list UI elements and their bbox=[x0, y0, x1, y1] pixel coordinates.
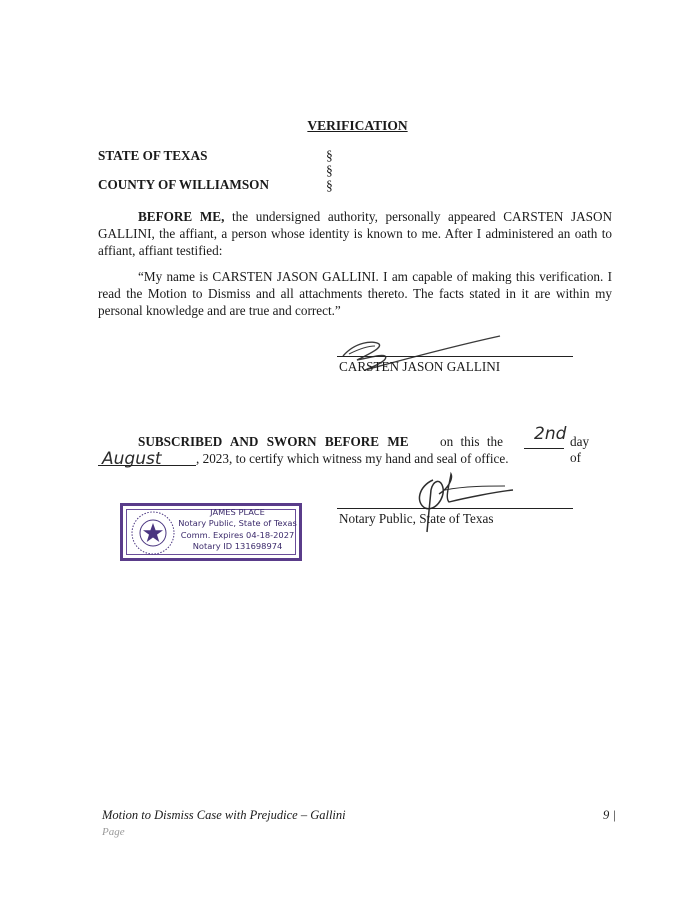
jurat-day-line bbox=[524, 448, 564, 449]
jurat-day-of: day of bbox=[570, 434, 590, 465]
jurat-lead: SUBSCRIBED AND SWORN BEFORE ME bbox=[138, 434, 409, 449]
notary-stamp bbox=[120, 503, 302, 561]
section-mark-3: § bbox=[326, 178, 333, 193]
venue-county: COUNTY OF WILLIAMSON bbox=[98, 177, 269, 192]
affiant-paragraph-lead: BEFORE ME, bbox=[138, 209, 225, 224]
notary-signature-line bbox=[337, 508, 573, 509]
notary-stamp-text bbox=[178, 507, 297, 552]
affiant-signature-line bbox=[337, 356, 573, 357]
notary-stamp-line3: Comm. Expires 04-18-2027 bbox=[180, 529, 295, 540]
jurat-on-this-the: on this the bbox=[440, 434, 503, 449]
affiant-paragraph bbox=[98, 208, 612, 259]
notary-stamp-name: JAMES PLACE bbox=[210, 507, 265, 517]
affiant-signature-label: CARSTEN JASON GALLINI bbox=[339, 359, 501, 374]
footer-page-label: Page bbox=[102, 826, 125, 838]
venue-state: STATE OF TEXAS bbox=[98, 148, 208, 163]
jurat-day-handwritten: 2nd bbox=[534, 424, 567, 444]
notary-signature-label: Notary Public, State of Texas bbox=[339, 511, 494, 526]
notary-signature-scribble bbox=[405, 468, 520, 538]
jurat-line-2 bbox=[98, 451, 613, 473]
notary-seal-icon bbox=[129, 510, 177, 556]
testimony-paragraph: “My name is CARSTEN JASON GALLINI. I am capable of making this verification. I read the Motion to Dismiss and all attachments thereto. The facts stated in it are within my personal knowledge and are true and correct.” bbox=[98, 269, 612, 318]
affiant-paragraph-text: the undersigned authority, personally appeared CARSTEN JASON GALLINI, the affiant, a person whose identity is known to me. After I administered an oath to affiant, affiant testified: bbox=[98, 209, 612, 258]
jurat-month-handwritten: August bbox=[102, 449, 162, 469]
section-mark-1: § bbox=[326, 148, 333, 163]
document-title: VERIFICATION bbox=[307, 118, 408, 133]
notary-stamp-line2: Notary Public, State of Texas bbox=[178, 518, 297, 529]
notary-stamp-line4: Notary ID 131698974 bbox=[192, 540, 283, 551]
jurat-year-text: , 2023, to certify which witness my hand and seal of office. bbox=[196, 451, 509, 466]
footer-page-number: 9 | bbox=[603, 808, 616, 822]
jurat-month-line bbox=[98, 465, 196, 466]
footer-title: Motion to Dismiss Case with Prejudice – Gallini bbox=[102, 808, 346, 822]
section-mark-2: § bbox=[326, 163, 333, 178]
